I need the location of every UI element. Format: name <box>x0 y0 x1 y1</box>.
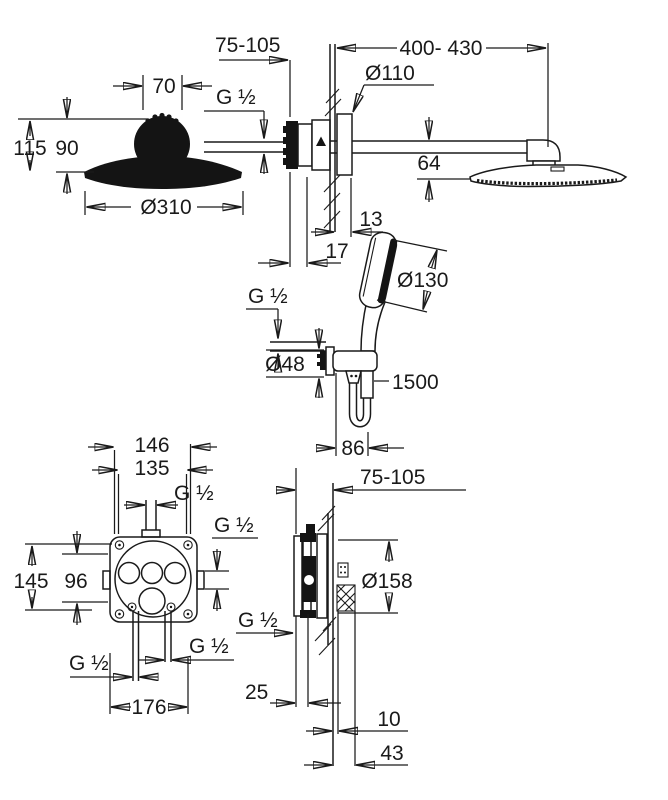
dim-110-label: Ø110 <box>365 62 415 85</box>
thread-g12-label-4: G ½ <box>214 514 254 537</box>
dim-146-label: 146 <box>134 434 170 457</box>
dim-70-label: 70 <box>152 75 176 98</box>
dim-115-label: 115 <box>13 137 47 160</box>
dim-145-label: 145 <box>13 570 49 593</box>
dim-17-label: 17 <box>325 240 349 263</box>
thread-g12-label-5: G ½ <box>189 635 229 658</box>
view-hand-shower <box>246 230 448 460</box>
dim-25-label: 25 <box>245 681 269 704</box>
thread-g12-label-7: G ½ <box>238 609 278 632</box>
dim-135-label: 135 <box>134 457 170 480</box>
view-head-shower-front <box>13 75 264 219</box>
dim-43-label: 43 <box>380 742 404 765</box>
dim-75-105-bottom-label: 75-105 <box>360 466 426 489</box>
dim-86-label: 86 <box>341 437 365 460</box>
thread-g12-label-6: G ½ <box>69 652 109 675</box>
dim-400-430-label: 400- 430 <box>399 37 483 60</box>
thread-g12-label-2: G ½ <box>248 285 288 308</box>
dim-75-105-top-label: 75-105 <box>215 34 281 57</box>
thread-g12-label-3: G ½ <box>174 482 214 505</box>
view-rough-in-side <box>236 466 466 766</box>
dim-176-label: 176 <box>131 696 167 719</box>
dim-1500-label: 1500 <box>392 371 439 394</box>
view-rough-in-front <box>13 434 258 719</box>
dim-10-label: 10 <box>377 708 401 731</box>
dim-13-label: 13 <box>359 208 383 231</box>
dim-64-label: 64 <box>417 152 441 175</box>
dim-130-label: Ø130 <box>397 269 449 292</box>
dim-96-label: 96 <box>64 570 88 593</box>
dim-90-label: 90 <box>55 137 79 160</box>
dim-48-label: Ø48 <box>265 353 305 376</box>
dim-158-label: Ø158 <box>361 570 413 593</box>
dim-310-label: Ø310 <box>140 196 192 219</box>
thread-g12-label-1: G ½ <box>216 86 256 109</box>
view-head-shower-side <box>204 34 626 267</box>
